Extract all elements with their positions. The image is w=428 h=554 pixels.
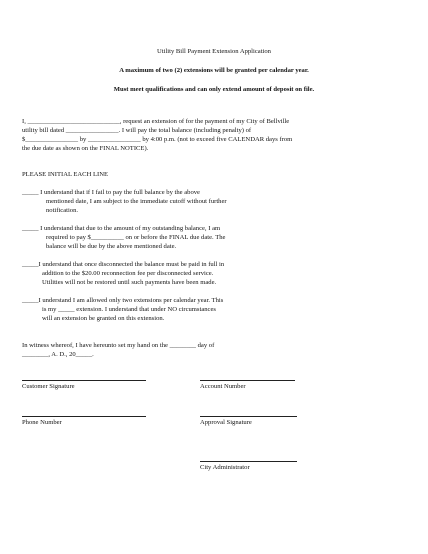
document-title: Utility Bill Payment Extension Application	[157, 48, 271, 55]
initial-item-4-line-1: _____I understand I am allowed only two extensions per calendar year. This	[22, 297, 224, 304]
approval-signature-line[interactable]	[200, 416, 297, 417]
initial-item-4-line-3: will an extension be granted on this extension.	[42, 315, 165, 322]
request-line-4: the due date as shown on the FINAL NOTICE).	[22, 145, 149, 152]
city-administrator-label: City Administrator	[200, 464, 250, 471]
approval-signature-label: Approval Signature	[200, 419, 252, 426]
initial-item-3-line-2: addition to the $20.00 reconnection fee per disconnected service.	[42, 270, 214, 277]
witness-line-1: In witness whereof, I have hereunto set my hand on the ________ day of	[22, 342, 215, 349]
request-line-1: I, ____________________________, request an extension of for the payment of my City of Bellville	[22, 118, 290, 125]
phone-number-label: Phone Number	[22, 419, 62, 426]
initial-item-3-line-3: Utilities will not be restored until such payments have been made.	[42, 279, 217, 286]
extension-limit-notice: A maximum of two (2) extensions will be granted per calendar year.	[119, 67, 309, 74]
initial-item-3-line-1: _____I understand that once disconnected the balance must be paid in full in	[22, 261, 225, 268]
phone-number-line[interactable]	[22, 416, 146, 417]
initial-each-line-heading: PLEASE INITIAL EACH LINE	[22, 171, 109, 178]
city-administrator-line[interactable]	[200, 461, 297, 462]
initial-item-2-line-3: balance will be due by the above mentioned date.	[46, 243, 177, 250]
account-number-label: Account Number	[200, 383, 246, 390]
initial-item-2-line-2: required to pay $__________ on or before the FINAL due date. The	[46, 234, 226, 241]
customer-signature-label: Customer Signature	[22, 383, 75, 390]
initial-item-4-line-2: is my _____ extension. I understand that under NO circumstances	[42, 306, 216, 313]
initial-item-2-line-1: _____ I understand that due to the amount of my outstanding balance, I am	[22, 225, 221, 232]
initial-item-1-line-2: mentioned date, I am subject to the immediate cutoff without further	[46, 198, 227, 205]
initial-item-1-line-1: _____ I understand that if I fail to pay the full balance by the above	[22, 189, 200, 196]
customer-signature-line[interactable]	[22, 380, 146, 381]
request-line-3: $________________ by ________________ by 4:00 p.m. (not to exceed five CALENDAR days from	[22, 136, 293, 143]
account-number-line[interactable]	[200, 380, 295, 381]
request-line-2: utility bill dated ________________. I will pay the total balance (including penalty) of	[22, 127, 252, 134]
qualification-notice: Must meet qualifications and can only extend amount of deposit on file.	[113, 86, 315, 93]
witness-line-2: ________, A. D., 20_____.	[22, 351, 94, 358]
initial-item-1-line-3: notification.	[46, 207, 79, 214]
